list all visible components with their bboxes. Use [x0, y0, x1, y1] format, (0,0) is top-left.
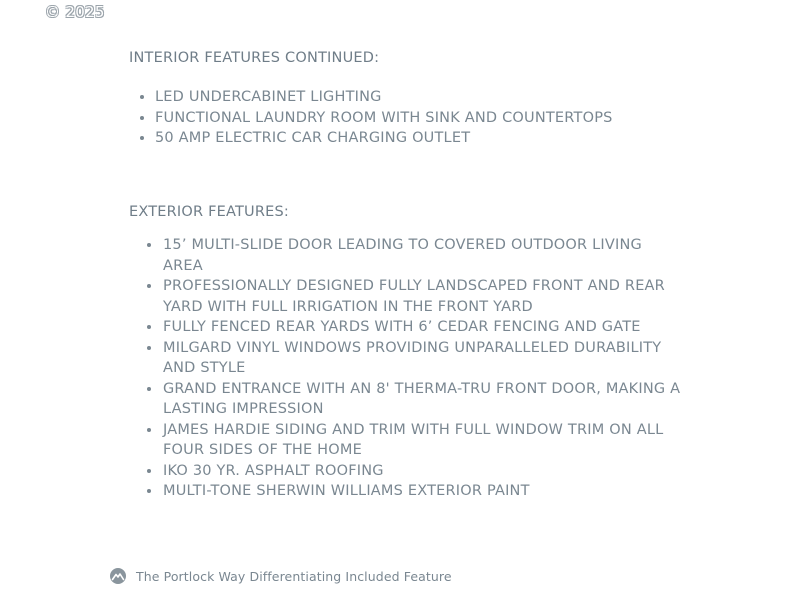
list-item: 50 AMP ELECTRIC CAR CHARGING OUTLET	[155, 128, 715, 149]
footer-legend	[110, 568, 452, 584]
list-item: FUNCTIONAL LAUNDRY ROOM WITH SINK AND COUNTERTOPS	[155, 108, 715, 129]
exterior-features-heading: EXTERIOR FEATURES:	[129, 204, 289, 220]
list-item: PROFESSIONALLY DESIGNED FULLY LANDSCAPED FRONT AND REAR YARD WITH FULL IRRIGATION IN THE FRONT YARD	[163, 276, 683, 317]
list-item: MULTI-TONE SHERWIN WILLIAMS EXTERIOR PAINT	[163, 481, 683, 502]
interior-features-heading: INTERIOR FEATURES CONTINUED:	[129, 50, 380, 66]
list-item: IKO 30 YR. ASPHALT ROOFING	[163, 461, 683, 482]
list-item: MILGARD VINYL WINDOWS PROVIDING UNPARALLELED DURABILITY AND STYLE	[163, 338, 683, 379]
interior-features-list	[155, 87, 715, 149]
list-item: LED UNDERCABINET LIGHTING	[155, 87, 715, 108]
list-item: GRAND ENTRANCE WITH AN 8' THERMA-TRU FRONT DOOR, MAKING A LASTING IMPRESSION	[163, 379, 683, 420]
copyright-watermark: © 2025	[45, 3, 105, 21]
exterior-features-list	[163, 235, 683, 502]
list-item: JAMES HARDIE SIDING AND TRIM WITH FULL WINDOW TRIM ON ALL FOUR SIDES OF THE HOME	[163, 420, 683, 461]
list-item: 15’ MULTI-SLIDE DOOR LEADING TO COVERED OUTDOOR LIVING AREA	[163, 235, 683, 276]
portlock-mountain-icon	[110, 568, 126, 584]
list-item: FULLY FENCED REAR YARDS WITH 6’ CEDAR FENCING AND GATE	[163, 317, 683, 338]
footer-legend-text: The Portlock Way Differentiating Included Feature	[136, 568, 452, 584]
